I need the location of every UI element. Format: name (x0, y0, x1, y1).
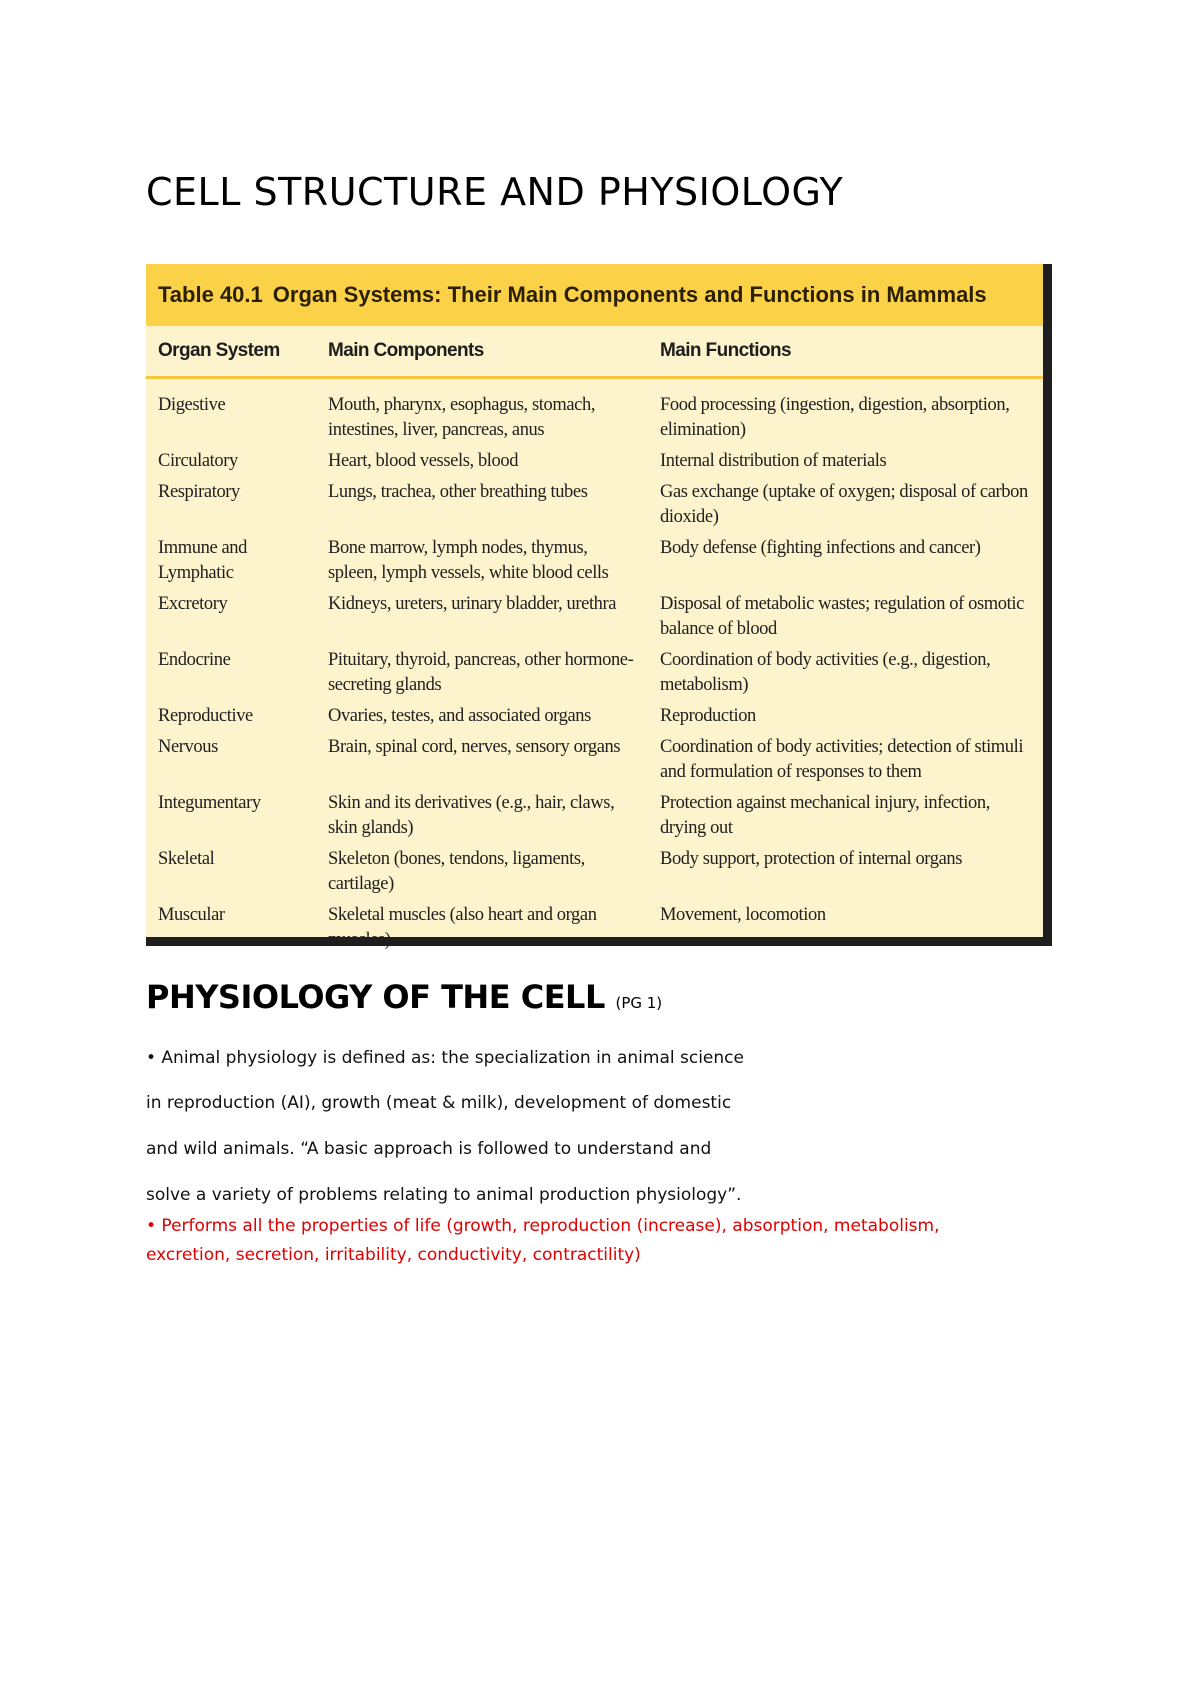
cell-components: Heart, blood vessels, blood (328, 451, 519, 471)
cell-system: Integumentary (158, 793, 261, 813)
table-row (146, 900, 1043, 956)
header-main-functions: Main Functions (648, 326, 1043, 378)
cell-functions: Coordination of body activities; detection of stimuli and formulation of responses to them (660, 737, 1024, 782)
table-row (146, 701, 1043, 732)
page-reference: (PG 1) (615, 994, 663, 1012)
page-title: CELL STRUCTURE AND PHYSIOLOGY (146, 170, 844, 214)
header-organ-system: Organ System (146, 326, 316, 378)
cell-functions: Body defense (fighting infections and cancer) (660, 538, 981, 558)
header-main-components: Main Components (316, 326, 648, 378)
cell-system: Circulatory (158, 451, 238, 471)
cell-functions: Protection against mechanical injury, infection, drying out (660, 793, 990, 838)
table-row (146, 844, 1043, 900)
cell-components: Lungs, trachea, other breathing tubes (328, 482, 588, 502)
cell-system: Respiratory (158, 482, 240, 502)
body-line: solve a variety of problems relating to animal production physiology”. (146, 1185, 742, 1205)
cell-functions: Reproduction (660, 706, 756, 726)
cell-components: Brain, spinal cord, nerves, sensory organs (328, 737, 621, 757)
cell-components: Mouth, pharynx, esophagus, stomach, intestines, liver, pancreas, anus (328, 395, 596, 440)
table-row (146, 732, 1043, 788)
cell-components: Skeletal muscles (also heart and organ muscles) (328, 905, 597, 950)
organ-systems-table-figure (146, 264, 1052, 950)
cell-functions: Coordination of body activities (e.g., digestion, metabolism) (660, 650, 991, 695)
table-row (146, 645, 1043, 701)
cell-functions: Movement, locomotion (660, 905, 826, 925)
red-highlight-paragraph: • Performs all the properties of life (growth, reproduction (increase), absorption, metabolism, excretion, secretion, irritability, conductivity, contractility) (146, 1216, 940, 1265)
table-row (146, 589, 1043, 645)
cell-functions: Disposal of metabolic wastes; regulation of osmotic balance of blood (660, 594, 1024, 639)
cell-system: Endocrine (158, 650, 231, 670)
cell-system: Skeletal (158, 849, 215, 869)
table-row (146, 378, 1043, 447)
table-row (146, 477, 1043, 533)
table-header-row (146, 326, 1043, 378)
cell-components: Skeleton (bones, tendons, ligaments, cartilage) (328, 849, 585, 894)
body-line: • Animal physiology is defined as: the specialization in animal science (146, 1048, 744, 1068)
cell-components: Bone marrow, lymph nodes, thymus, spleen, lymph vessels, white blood cells (328, 538, 609, 583)
cell-functions: Internal distribution of materials (660, 451, 887, 471)
body-line: in reproduction (AI), growth (meat & milk), development of domestic (146, 1093, 732, 1113)
cell-system: Reproductive (158, 706, 253, 726)
cell-components: Skin and its derivatives (e.g., hair, claws, skin glands) (328, 793, 615, 838)
cell-system: Muscular (158, 905, 225, 925)
cell-functions: Gas exchange (uptake of oxygen; disposal of carbon dioxide) (660, 482, 1028, 527)
body-line: and wild animals. “A basic approach is followed to understand and (146, 1139, 712, 1159)
table-caption-number: Table 40.1 (158, 282, 263, 307)
cell-system: Excretory (158, 594, 228, 614)
cell-system: Digestive (158, 395, 226, 415)
cell-system: Immune and Lymphatic (158, 538, 247, 583)
cell-functions: Body support, protection of internal organs (660, 849, 963, 869)
cell-components: Ovaries, testes, and associated organs (328, 706, 591, 726)
cell-system: Nervous (158, 737, 218, 757)
table-row (146, 446, 1043, 477)
table-caption (146, 264, 1043, 326)
cell-components: Kidneys, ureters, urinary bladder, urethra (328, 594, 617, 614)
table-caption-text: Organ Systems: Their Main Components and Functions in Mammals (272, 282, 987, 307)
organ-systems-table (146, 326, 1043, 956)
table-row (146, 533, 1043, 589)
section-heading-text: PHYSIOLOGY OF THE CELL (146, 978, 605, 1016)
table-row (146, 788, 1043, 844)
section-heading (146, 978, 662, 1016)
cell-functions: Food processing (ingestion, digestion, absorption, elimination) (660, 395, 1010, 440)
cell-components: Pituitary, thyroid, pancreas, other hormone-secreting glands (328, 650, 634, 695)
